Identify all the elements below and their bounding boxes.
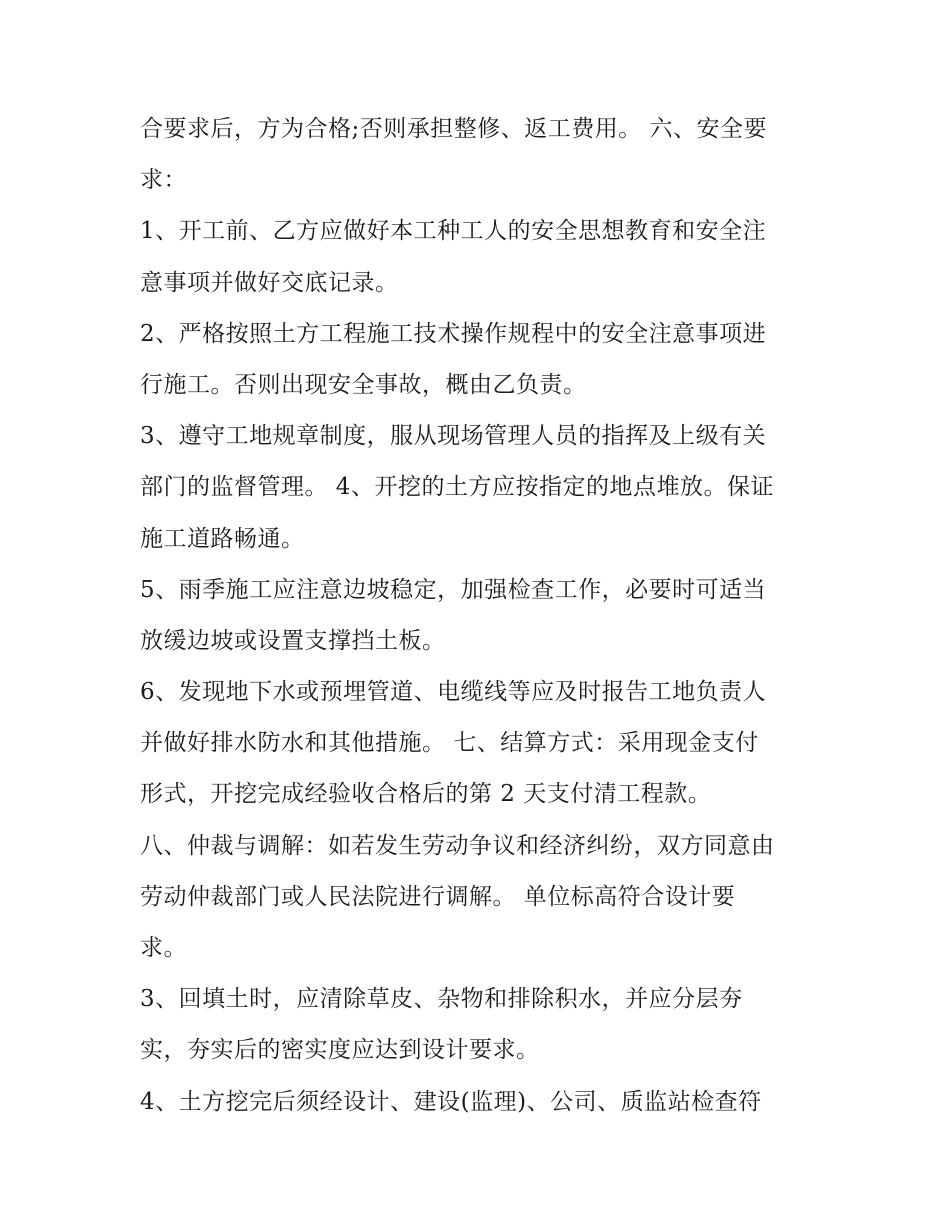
text-line: 劳动仲裁部门或人民法院进行调解。 单位标高符合设计要 xyxy=(140,883,736,910)
text-line: 放缓边坡或设置支撑挡土板。 xyxy=(140,627,446,654)
text-line: 6、发现地下水或预埋管道、电缆线等应及时报告工地负责人 xyxy=(140,679,767,706)
text-line: 部门的监督管理。 4、开挖的土方应按指定的地点堆放。保证 xyxy=(140,474,774,501)
text-line: 实，夯实后的密实度应达到设计要求。 xyxy=(140,1037,540,1064)
text-line: 行施工。否则出现安全事故，概由乙负责。 xyxy=(140,371,587,398)
text-line: 施工道路畅通。 xyxy=(140,525,305,552)
text-line: 并做好排水防水和其他措施。 七、结算方式：采用现金支付 xyxy=(140,730,759,757)
text-line: 求。 xyxy=(140,935,187,961)
text-line: 八、仲裁与调解：如若发生劳动争议和经济纠纷，双方同意由 xyxy=(140,832,775,859)
text-line: 意事项并做好交底记录。 xyxy=(140,269,399,296)
text-line: 3、回填土时，应清除草皮、杂物和排除积水，并应分层夯 xyxy=(140,986,743,1013)
text-line: 求： xyxy=(140,167,187,194)
text-line: 合要求后，方为合格;否则承担整修、返工费用。 六、安全要 xyxy=(140,116,768,142)
document-body xyxy=(140,104,830,1128)
text-line: 5、雨季施工应注意边坡稳定，加强检查工作，必要时可适当 xyxy=(140,576,767,603)
text-line: 3、遵守工地规章制度，服从现场管理人员的指挥及上级有关 xyxy=(140,423,767,450)
text-line: 2、严格按照土方工程施工技术操作规程中的安全注意事项进 xyxy=(140,320,767,347)
text-line: 1、开工前、乙方应做好本工种工人的安全思想教育和安全注 xyxy=(140,218,767,245)
text-line: 形式，开挖完成经验收合格后的第 2 天支付清工程款。 xyxy=(140,781,712,808)
text-line: 4、土方挖完后须经设计、建设(监理)、公司、质监站检查符 xyxy=(140,1088,762,1115)
